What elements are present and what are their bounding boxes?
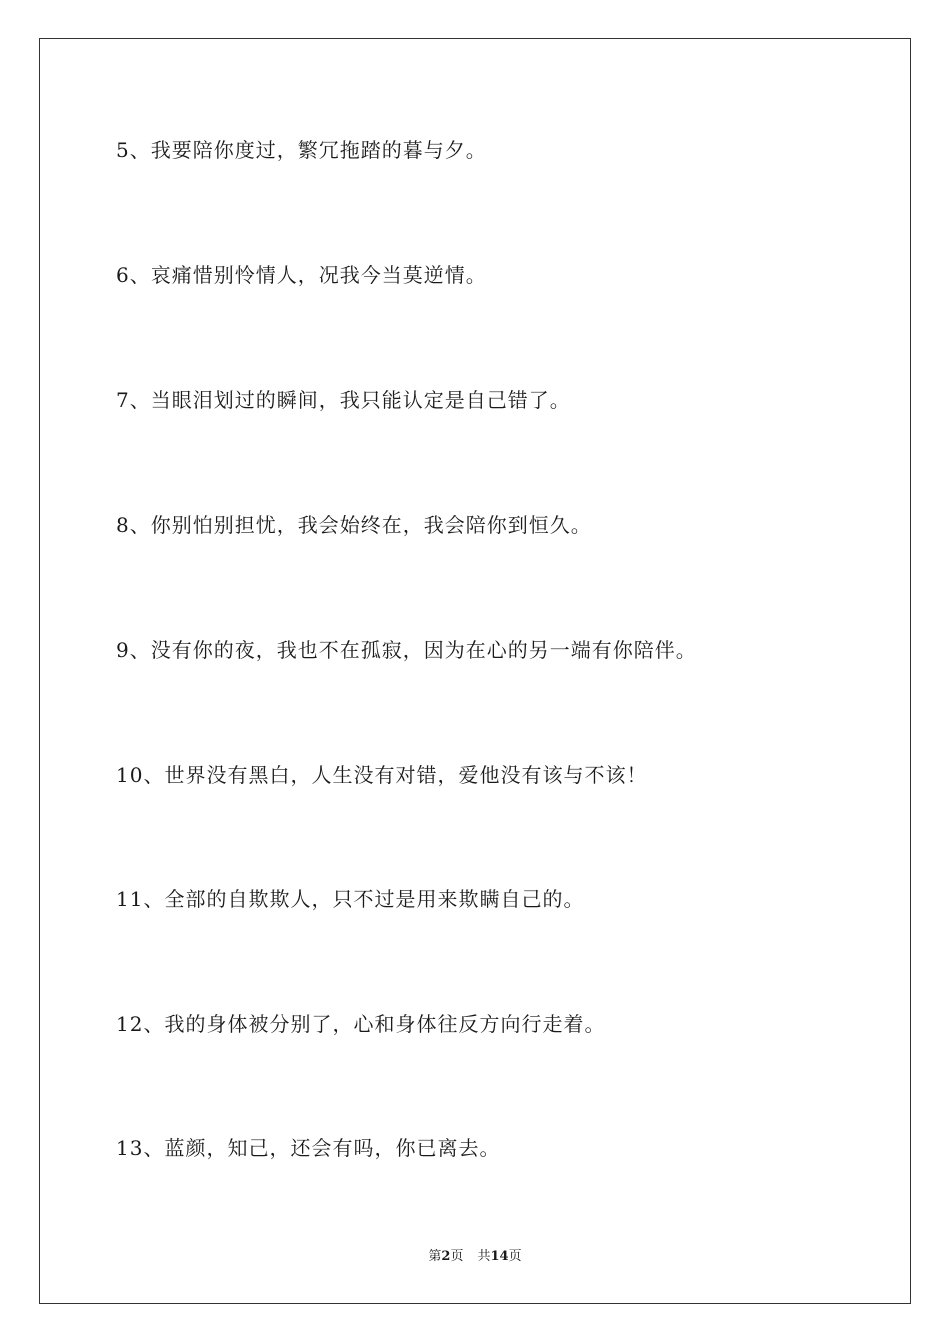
text-line-5: 5、我要陪你度过，繁冗拖踏的暮与夕。 xyxy=(116,138,487,162)
text-line-12: 12、我的身体被分别了，心和身体往反方向行走着。 xyxy=(116,1012,606,1036)
total-prefix: 共 xyxy=(477,1249,491,1264)
total-suffix: 页 xyxy=(508,1249,522,1264)
text-line-9: 9、没有你的夜，我也不在孤寂，因为在心的另一端有你陪伴。 xyxy=(116,638,697,662)
page-border xyxy=(39,38,911,1304)
page-suffix: 页 xyxy=(450,1249,464,1264)
text-line-11: 11、全部的自欺欺人，只不过是用来欺瞒自己的。 xyxy=(116,887,585,911)
page-prefix: 第 xyxy=(428,1249,442,1264)
page-number: 2 xyxy=(441,1249,451,1264)
text-line-6: 6、哀痛惜别怜情人，况我今当莫逆情。 xyxy=(116,263,487,287)
text-line-8: 8、你别怕别担忧，我会始终在，我会陪你到恒久。 xyxy=(116,513,592,537)
total-pages: 14 xyxy=(490,1249,509,1264)
text-line-13: 13、蓝颜，知己，还会有吗，你已离去。 xyxy=(116,1136,501,1160)
text-line-10: 10、世界没有黑白，人生没有对错，爱他没有该与不该！ xyxy=(116,763,648,787)
text-line-7: 7、当眼泪划过的瞬间，我只能认定是自己错了。 xyxy=(116,388,571,412)
page-footer xyxy=(0,1248,950,1266)
